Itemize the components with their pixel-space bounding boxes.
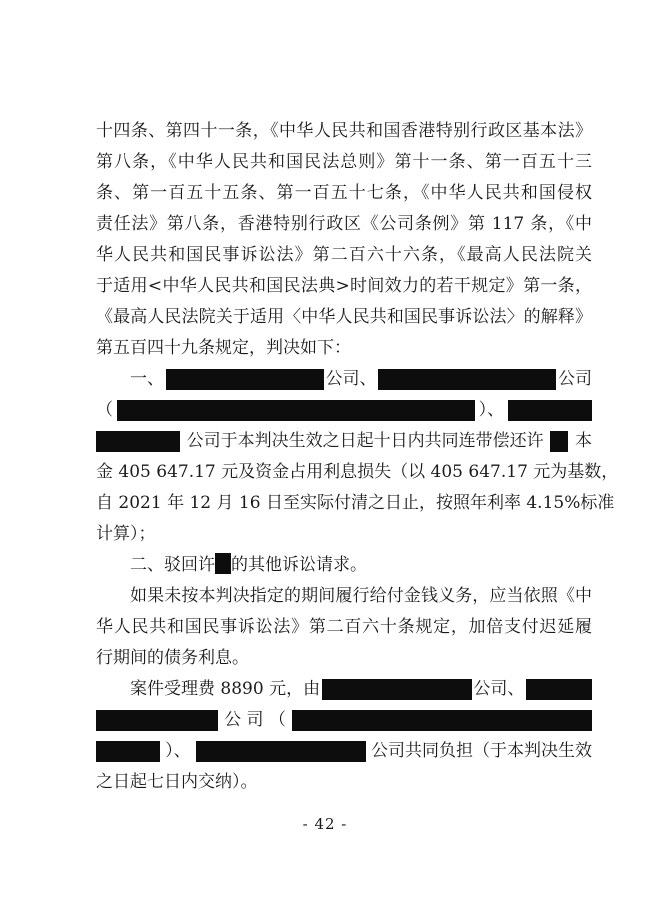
text-line: 华人民共和国民事诉讼法》第二百六十六条，《最高人民法院关: [96, 245, 592, 265]
redaction-block: [96, 431, 180, 452]
text-line: 自 2021 年 12 月 16 日至实际付清之日止，按照年利率 4.15%标准: [96, 493, 615, 513]
text-line: 十四条、第四十一条，《中华人民共和国香港特别行政区基本法》: [96, 121, 592, 141]
judgment-item-1-line-3: [96, 426, 592, 457]
fee-line-2: [96, 705, 592, 736]
close-paren: ）、: [165, 741, 191, 761]
fee-prefix: 案件受理费 8890 元，由: [130, 679, 321, 699]
text-line: 如果未按本判决指定的期间履行给付金钱义务，应当依照《中: [130, 586, 592, 606]
page-number: - 42 -: [302, 815, 348, 833]
text-line: 计算）；: [96, 524, 156, 544]
item-2-prefix: 二、驳回许: [130, 555, 215, 575]
redaction-block: [215, 553, 231, 574]
text-line: 第五百四十九条规定，判决如下：: [96, 338, 351, 358]
text-line: 行期间的债务利息。: [96, 648, 249, 668]
company-suffix: 公司、: [325, 369, 377, 389]
redaction-block: [166, 369, 324, 390]
fee-text: 公司共同负担（于本判决生效: [370, 741, 592, 761]
redaction-block: [96, 710, 218, 731]
open-paren: （: [96, 400, 113, 420]
redaction-block: [526, 679, 592, 700]
item-1-text-end: 本: [574, 431, 592, 451]
redaction-block: [378, 369, 556, 390]
judgment-item-1-line-1: [96, 364, 592, 395]
redaction-block: [117, 400, 475, 421]
fee-line-1: [96, 674, 592, 705]
redaction-block: [322, 679, 472, 700]
company-suffix: 公司: [558, 369, 592, 389]
redaction-block: [196, 741, 366, 762]
text-line: 华人民共和国民事诉讼法》第二百六十条规定，加倍支付迟延履: [96, 617, 592, 637]
text-line: 条、第一百五十五条、第一百五十七条，《中华人民共和国侵权: [96, 183, 592, 203]
item-1-prefix: 一、: [130, 369, 164, 389]
judgment-item-1-line-2: [96, 395, 592, 426]
text-line: 《最高人民法院关于适用〈中华人民共和国民事诉讼法〉的解释》: [96, 307, 592, 327]
fee-company: 公 司 （: [224, 710, 286, 730]
text-line: 于适用<中华人民共和国民法典>时间效力的若干规定》第一条，: [96, 276, 592, 296]
item-1-text: 公司于本判决生效之日起十日内共同连带偿还许: [186, 431, 544, 451]
redaction-block: [292, 710, 592, 731]
text-line: 之日起七日内交纳）。: [96, 772, 258, 792]
redaction-block: [550, 431, 568, 452]
text-line: 责任法》第八条，香港特别行政区《公司条例》第 117 条，《中: [96, 214, 592, 234]
redaction-block: [96, 741, 160, 762]
judgment-item-2: [96, 550, 592, 581]
redaction-block: [508, 400, 592, 421]
company-suffix: 公司、: [473, 679, 525, 699]
text-line: 金 405 647.17 元及资金占用利息损失（以 405 647.17 元为基数，: [96, 462, 619, 482]
judgment-body: [96, 116, 619, 798]
close-paren: ）、: [478, 400, 505, 420]
item-2-suffix: 的其他诉讼请求。: [231, 555, 367, 575]
fee-line-3: [96, 736, 592, 767]
text-line: 第八条，《中华人民共和国民法总则》第十一条、第一百五十三: [96, 152, 592, 172]
